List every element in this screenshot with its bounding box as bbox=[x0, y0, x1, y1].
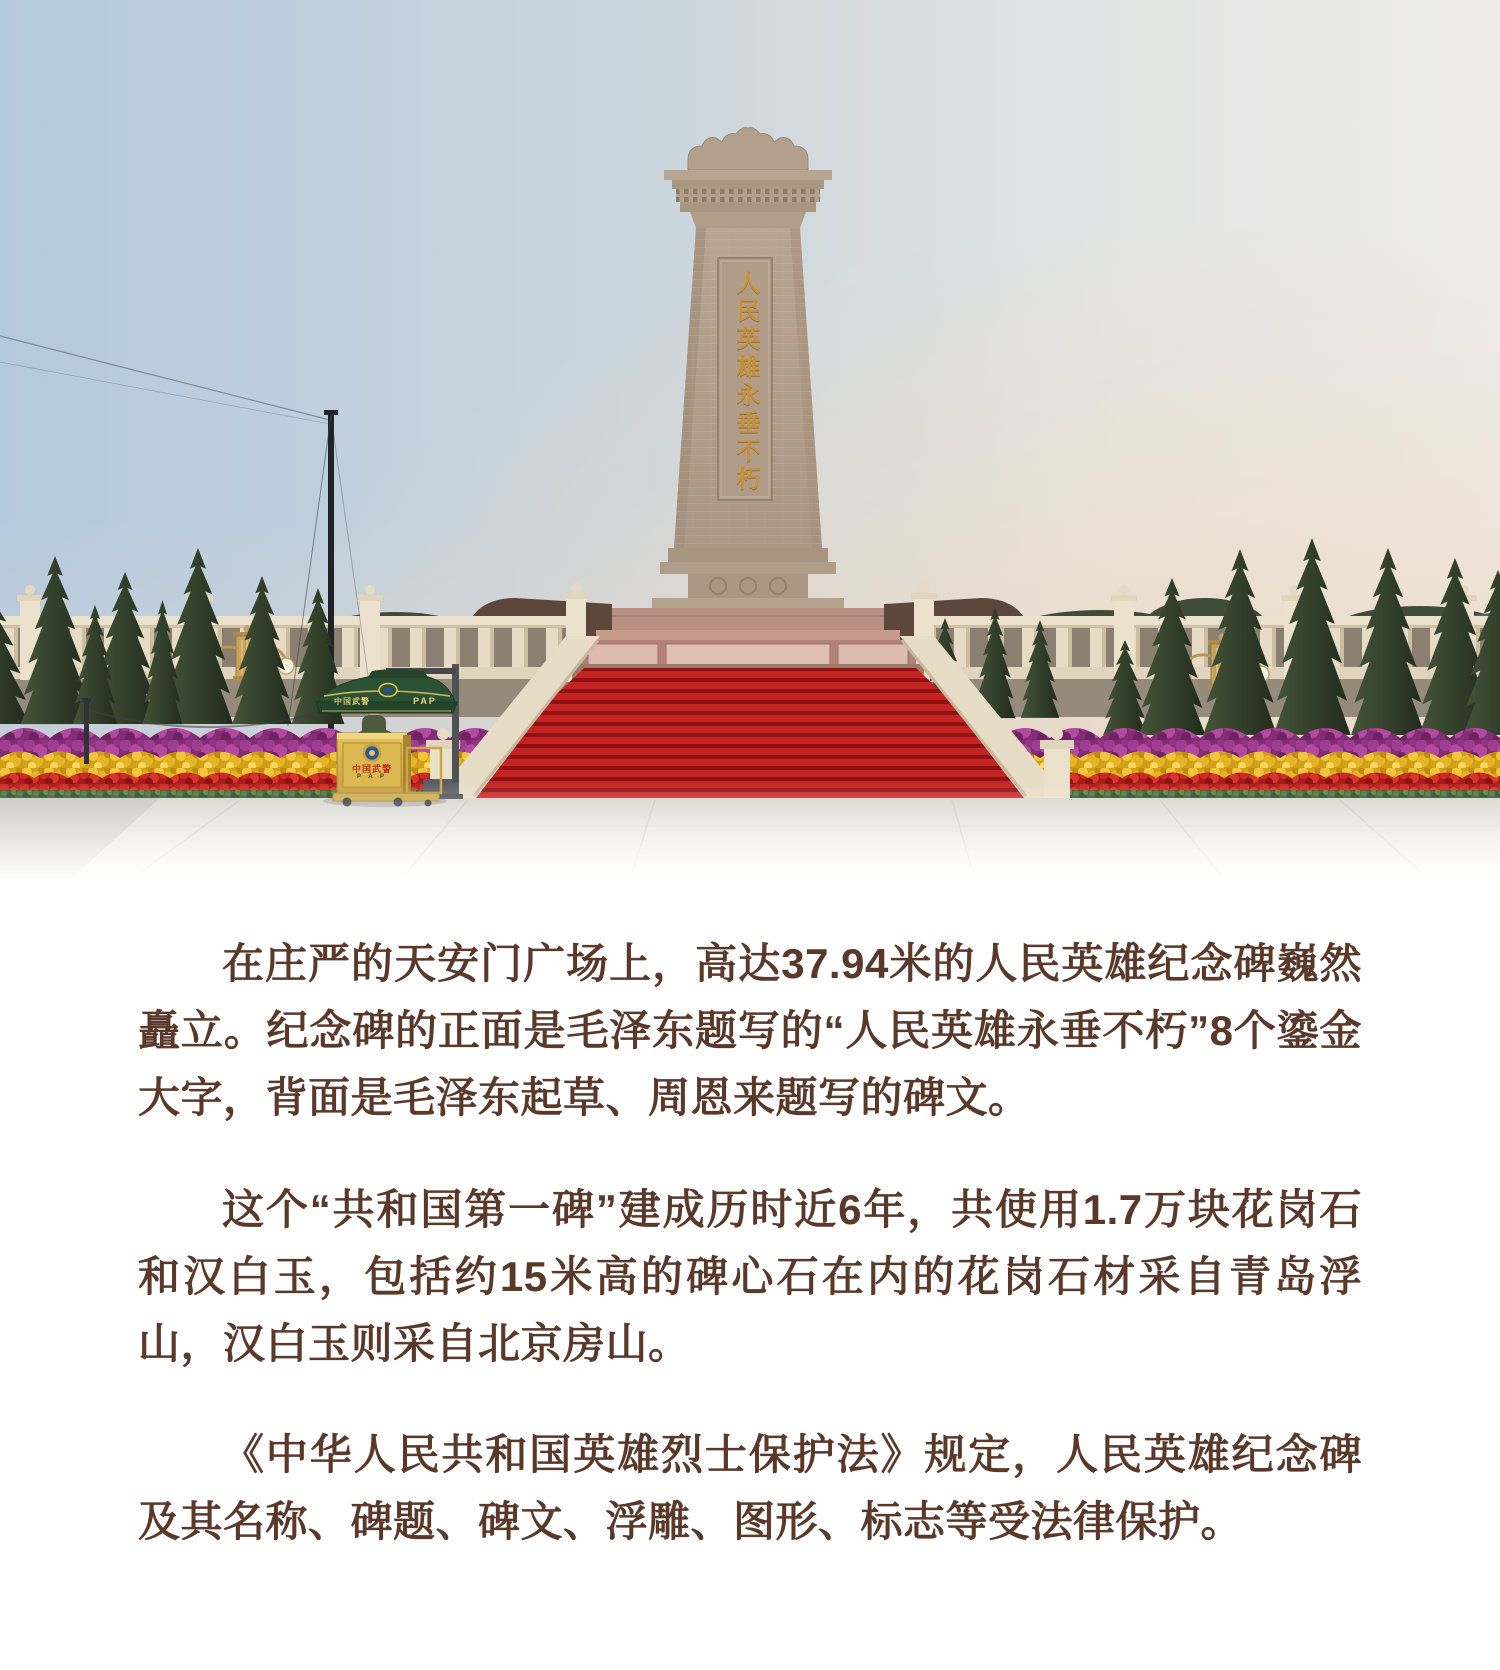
article-body bbox=[0, 880, 1500, 1556]
booth-sublabel: P A P bbox=[356, 774, 388, 780]
inscription-panel bbox=[718, 258, 772, 500]
umbrella-label-right: PAP bbox=[413, 696, 437, 706]
monument-inscription: 人民英雄永垂不朽 bbox=[732, 270, 758, 494]
paragraph-3: 《中华人民共和国英雄烈士保护法》规定，人民英雄纪念碑及其名称、碑题、碑文、浮雕、图形、标志等受法律保护。 bbox=[138, 1431, 1362, 1546]
plaza bbox=[0, 798, 1500, 880]
relief-panel bbox=[588, 644, 658, 666]
paragraph-2: 这个“共和国第一碑”建成历时近6年，共使用1.7万块花岗石和汉白玉，包括约15米高的碑心石在内的花岗石材采自青岛浮山，汉白玉则采自北京房山。 bbox=[138, 1185, 1362, 1367]
relief-panel bbox=[666, 644, 830, 666]
relief-panel bbox=[838, 644, 908, 666]
paragraph-1: 在庄严的天安门广场上，高达37.94米的人民英雄纪念碑巍然矗立。纪念碑的正面是毛泽东题写的“人民英雄永垂不朽”8个鎏金大字，背面是毛泽东起草、周恩来题写的碑文。 bbox=[138, 940, 1362, 1122]
umbrella-post bbox=[452, 664, 459, 782]
booth-label: 中国武警 bbox=[351, 764, 392, 774]
umbrella-label-left: 中国武警 bbox=[334, 697, 370, 706]
